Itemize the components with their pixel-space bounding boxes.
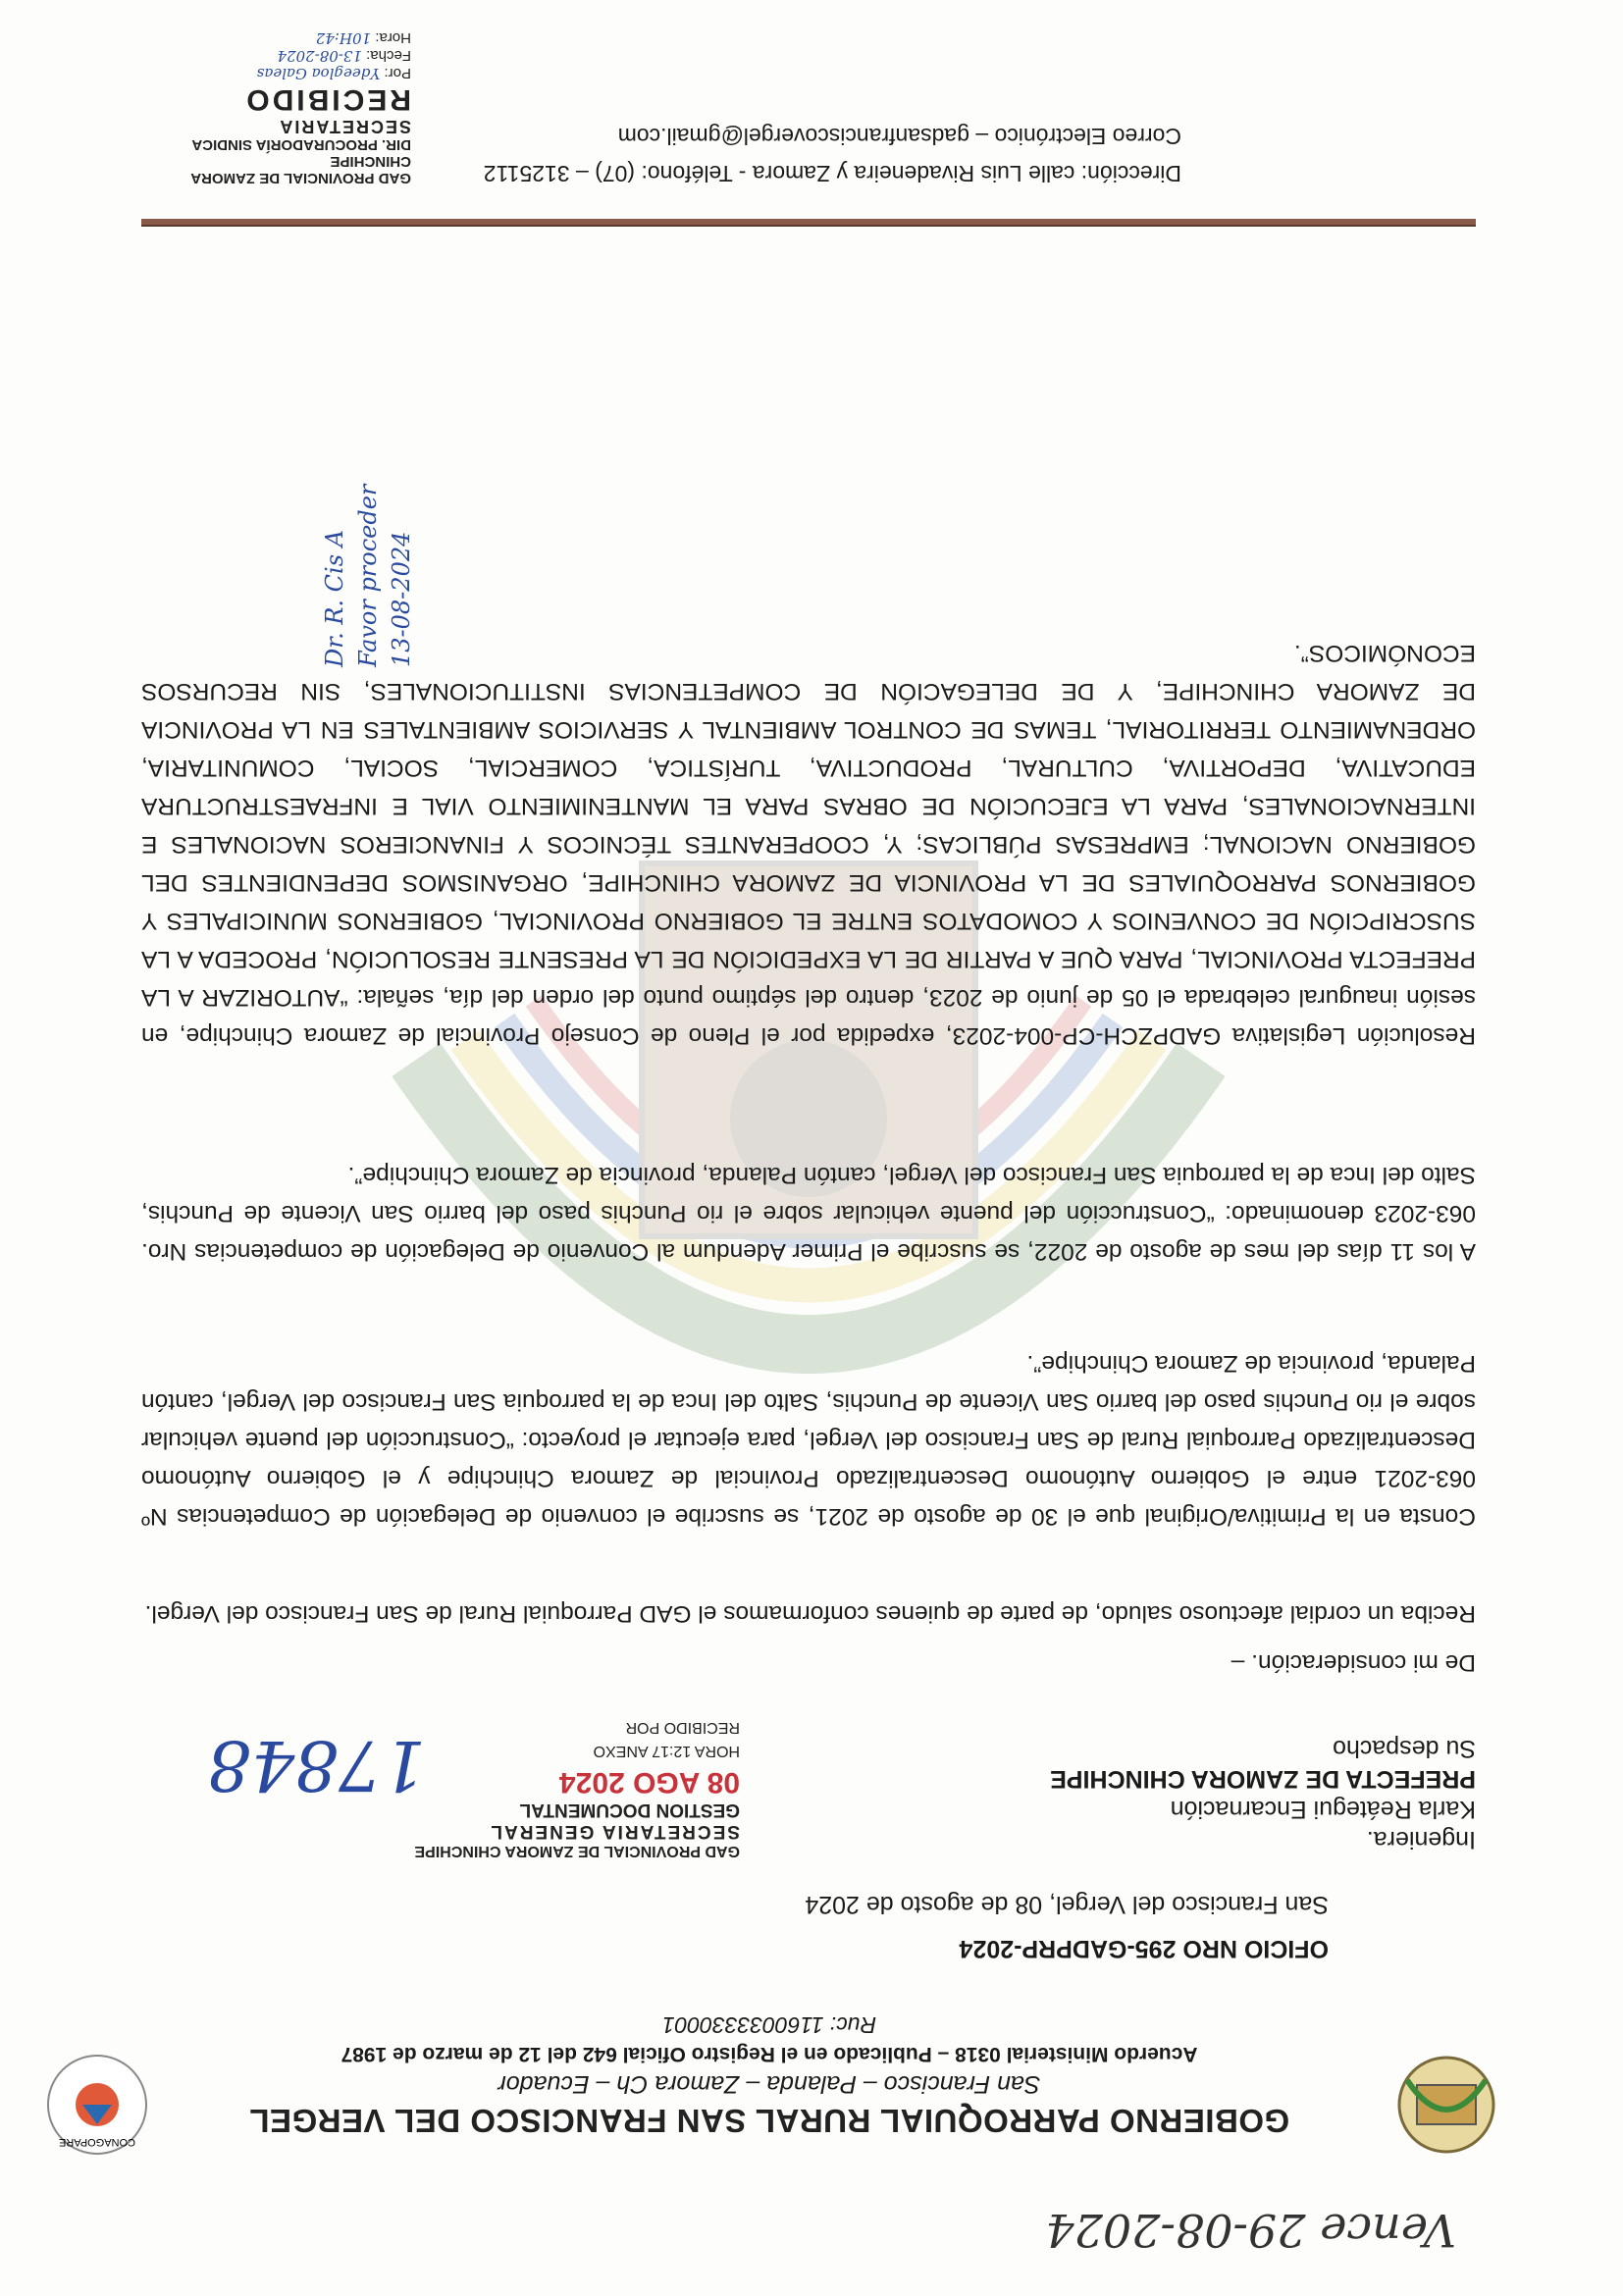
addressee-title: Ingeniera. — [1366, 1826, 1476, 1853]
paragraph-greeting: Reciba un cordial afectuoso saludo, de parte de quienes conformamos el GAD Parroquial Rural de San Francisco del Vergel. — [144, 1600, 1476, 1627]
conagopare-logo-text: CONAGOPARE — [58, 2136, 136, 2148]
stamp-recibido-por: RECIBIDO POR — [625, 1719, 740, 1736]
stamp-date: 08 AGO 2024 — [559, 1766, 740, 1799]
por-value: Ydeegloa Galeas — [256, 65, 381, 82]
stamp-org: GAD PROVINCIAL DE ZAMORA CHINCHIPE — [414, 1843, 740, 1859]
salutation: De mi consideración. – — [1230, 1649, 1476, 1676]
place-date: San Francisco del Vergel, 08 de agosto de 2024 — [805, 1891, 1329, 1918]
handwritten-number: 17848 — [207, 1725, 426, 1805]
handwritten-vence: Vence 29-08-2024 — [1045, 2204, 1456, 2257]
stamp-hora: HORA 12:17 ANEXO — [593, 1743, 740, 1759]
hora-value: 10H:42 — [315, 29, 372, 47]
fecha-value: 13-08-2024 — [277, 47, 362, 65]
institution-title: GOBIERNO PARROQUIAL RURAL SAN FRANCISCO DEL VERGEL — [248, 2103, 1290, 2139]
side-note-line-3: 13-08-2024 — [388, 531, 415, 667]
recibido-secretaria: SECRETARIA — [278, 117, 411, 136]
recibido-dir: DIR. PROCURADORÍA SINDICA — [191, 136, 411, 153]
stamp-secretaria-label: SECRETARIA GENERAL — [489, 1821, 740, 1842]
paragraph-adendum: A los 11 días del mes de agosto de 2022, se suscribe el Primer Adendum al Convenio de Delegación de competencias Nro. 063-2023 denominado: “Construcción del puente vehicular sobre el rio Punchis paso del barrio San Vicente de Punchis, Salto del Inca de la parroquia San Francisco del Vergel, cantón Palanda, provincia de Zamora Chinchipe”. — [141, 1162, 1476, 1265]
conagopare-logo — [43, 2051, 151, 2159]
institution-acuerdo: Acuerdo Ministerial 0318 – Publicado en el Registro Oficial 642 del 12 de marzo de 1987 — [340, 2043, 1198, 2065]
footer-rule — [141, 219, 1476, 227]
paragraph-resolucion: Resolución Legislativa GADPZCH-CP-004-2023, expedida por el Pleno de Consejo Provincial de Zamora Chinchipe, en sesión inaugural celebrada el 05 de junio de 2023, dentro del séptimo punto del orden del día, señala: “AUTORIZAR A LA PREFECTA PROVINCIAL, PARA QUE A PARTIR DE LA EXPEDICIÓN DE LA PRESENTE RESOLUCIÓN, PROCEDA A LA SUSCRIPCIÓN DE CONVENIOS Y COMODATOS ENTRE EL GOBIERNO PROVINCIAL, GOBIERNOS MUNICIPALES Y GOBIERNOS PARROQUIALES DE LA PROVINCIA DE ZAMORA CHINCHIPE, ORGANISMOS DEPENDIENTES DEL GOBIERNO NACIONAL; EMPRESAS PÚBLICAS; Y, COOPERANTES TÉCNICOS Y FINANCIEROS NACIONALES E INTERNACIONALES, PARA LA EJECUCIÓN DE OBRAS PARA EL MANTENIMIENTO VIAL E INFRAESTRUCTURA EDUCATIVA, DEPORTIVA, CULTURAL, PRODUCTIVA, TURÍSTICA, COMERCIAL, SOCIAL, COMUNITARIA, ORDENAMIENTO TERRITORIAL, TEMAS DE CONTROL AMBIENTAL Y SERVICIOS AMBIENTALES EN LA PROVINCIA DE ZAMORA CHINCHIPE, Y DE DELEGACIÓN DE COMPETENCIAS INSTITUCIONALES, SIN RECURSOS ECONÓMICOS”. — [141, 640, 1476, 1049]
letterhead — [171, 2011, 1368, 2139]
addressee-position: PREFECTA DE ZAMORA CHINCHIPE — [1050, 1765, 1476, 1793]
recibido-label: RECIBIDO — [243, 83, 411, 116]
footer-email: Correo Electrónico – gadsanfranciscovergel@gmail.com — [617, 124, 1181, 149]
hora-label: Hora: — [375, 29, 411, 46]
por-label: Por: — [384, 65, 411, 81]
footer-address: Dirección: calle Luis Rivadeneira y Zamora - Teléfono: (07) – 3125112 — [483, 161, 1181, 186]
recibido-stamp — [136, 29, 411, 186]
side-note-line-1: Dr. R. Cis A — [321, 530, 348, 667]
institution-ruc: Ruc: 1160033330001 — [661, 2012, 877, 2038]
parish-logo — [1387, 2051, 1505, 2159]
institution-location: San Francisco – Palanda – Zamora Ch – Ecuador — [497, 2070, 1041, 2098]
handwritten-side-note — [318, 422, 418, 667]
oficio-number: OFICIO NRO 295-GADPRP-2024 — [959, 1935, 1329, 1962]
stamp-gestion-label: GESTION DOCUMENTAL — [519, 1800, 740, 1820]
recibido-org: GAD PROVINCIAL DE ZAMORA CHINCHIPE — [190, 153, 411, 186]
side-note-line-2: Favor proceder — [354, 484, 382, 667]
addressee-block — [1050, 1733, 1476, 1854]
addressee-despacho: Su despacho — [1333, 1735, 1476, 1762]
addressee-name: Karla Reátegui Encarnación — [1170, 1796, 1476, 1823]
fecha-label: Fecha: — [366, 47, 411, 64]
paragraph-convenio: Consta en la Primitiva/Original que el 30 de agosto de 2021, se suscribe el convenio de Delegación de Competencias Nº 063-2021 entre el Gobierno Autónomo Descentralizado Provincial de Zamora Chinchipe y el Gobierno Autónomo Descentralizado Parroquial Rural de San Francisco del Vergel, para ejecutar el proyecto: “Construcción del puente vehicular sobre el rio Punchis paso del barrio San Vicente de Punchis, Salto del Inca de la parroquia San Francisco del Vergel, cantón Palanda, provincia de Zamora Chinchipe”. — [141, 1350, 1476, 1530]
